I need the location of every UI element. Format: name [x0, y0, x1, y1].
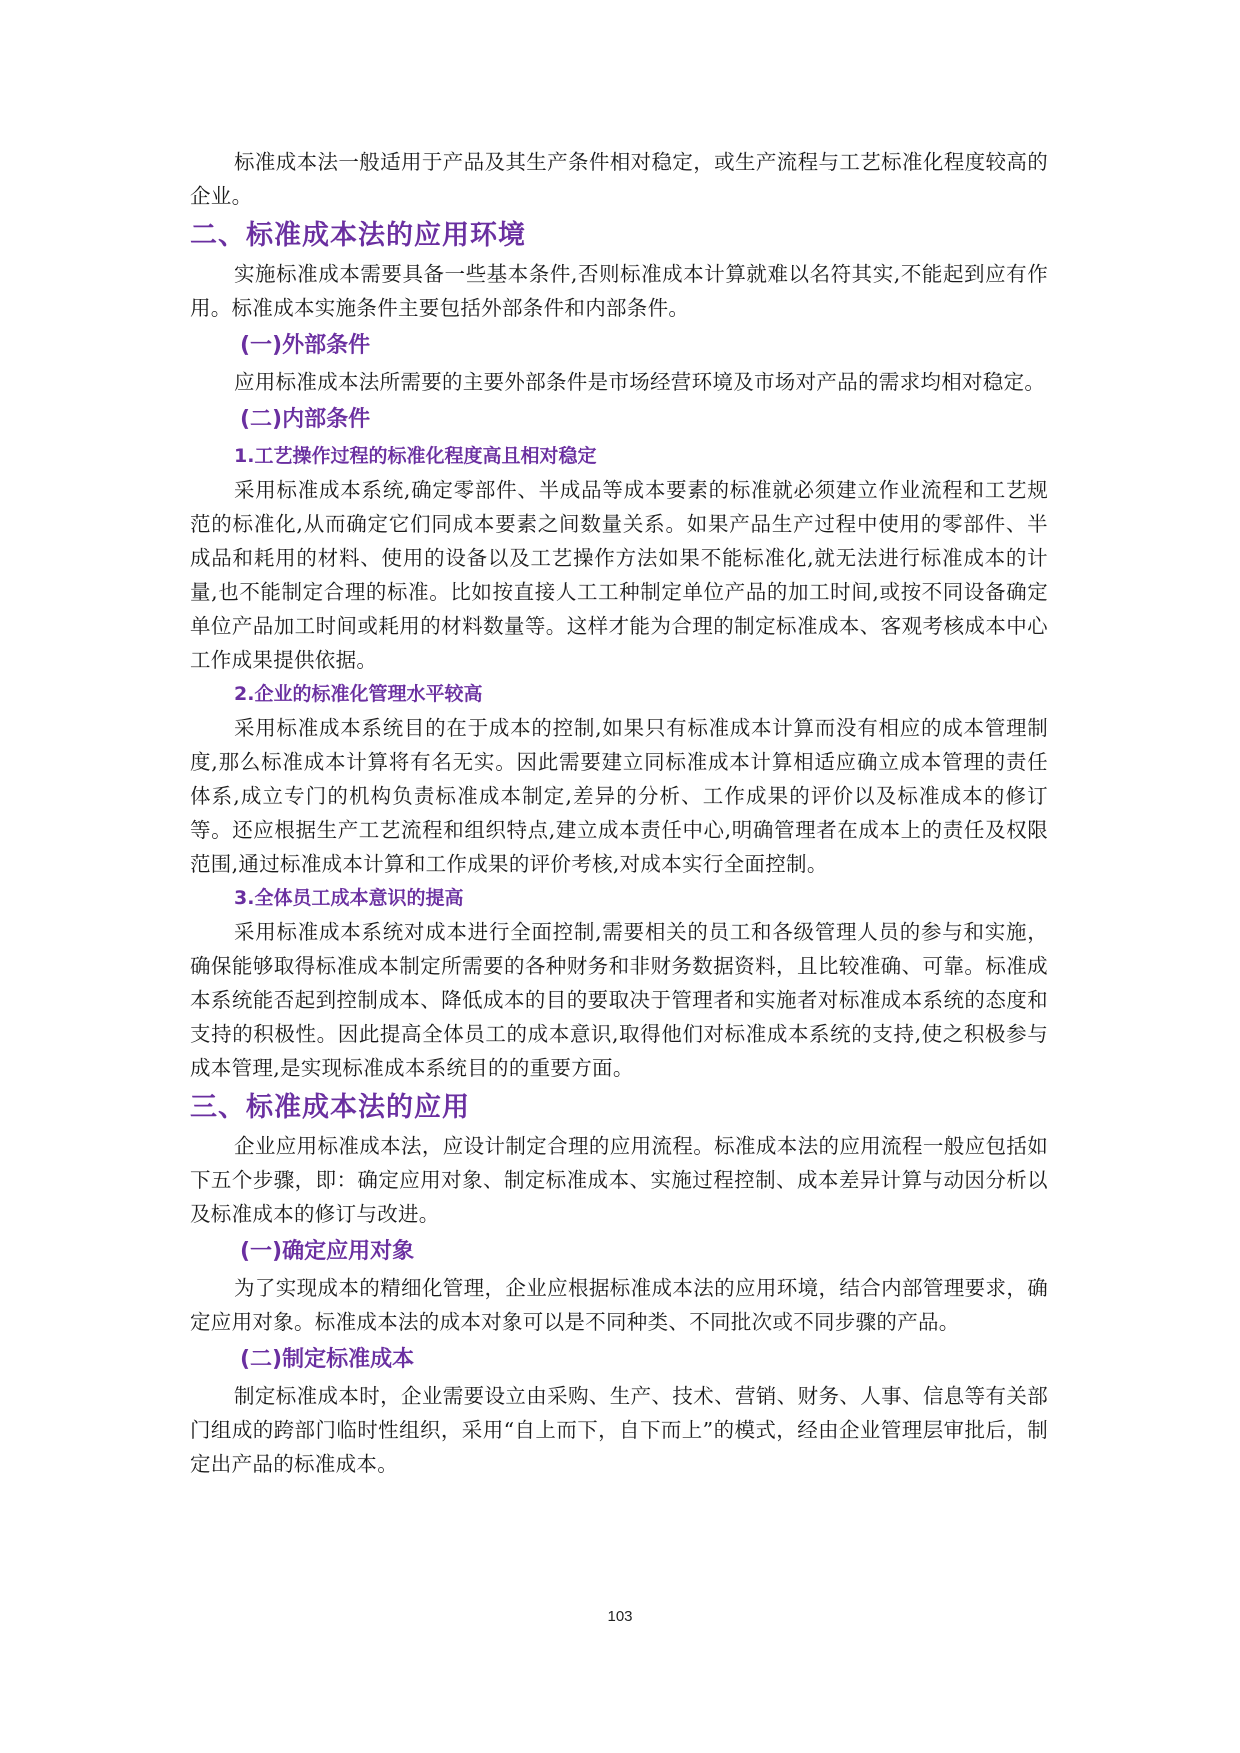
paragraph: 采用标准成本系统目的在于成本的控制,如果只有标准成本计算而没有相应的成本管理制度,那么标准成本计算将有名无实。因此需要建立同标准成本计算相适应确立成本管理的责任体系,成立专门的机构负责标准成本制定,差异的分析、工作成果的评价以及标准成本的修订等。还应根据生产工艺流程和组织特点,建立成本责任中心,明确管理者在成本上的责任及权限范围,通过标准成本计算和工作成果的评价考核,对成本实行全面控制。 [190, 716, 1048, 876]
paragraph: 企业应用标准成本法，应设计制定合理的应用流程。标准成本法的应用流程一般应包括如下五个步骤，即：确定应用对象、制定标准成本、实施过程控制、成本差异计算与动因分析以及标准成本的修订与改进。 [190, 1134, 1048, 1226]
item-heading-process-standardization: 1.工艺操作过程的标准化程度高且相对稳定 [234, 445, 597, 467]
section-heading-application-environment: 二、标准成本法的应用环境 [190, 220, 526, 251]
subsection-heading-determine-object: (一)确定应用对象 [240, 1239, 415, 1264]
subsection-heading-set-standard-cost: (二)制定标准成本 [240, 1347, 415, 1372]
paragraph: 为了实现成本的精细化管理，企业应根据标准成本法的应用环境，结合内部管理要求，确定应用对象。标准成本法的成本对象可以是不同种类、不同批次或不同步骤的产品。 [190, 1276, 1048, 1334]
paragraph: 实施标准成本需要具备一些基本条件,否则标准成本计算就难以名符其实,不能起到应有作用。标准成本实施条件主要包括外部条件和内部条件。 [190, 262, 1048, 320]
section-heading-application: 三、标准成本法的应用 [190, 1092, 470, 1123]
item-heading-management-level: 2.企业的标准化管理水平较高 [234, 683, 483, 705]
paragraph: 应用标准成本法所需要的主要外部条件是市场经营环境及市场对产品的需求均相对稳定。 [234, 370, 1046, 394]
item-heading-cost-awareness: 3.全体员工成本意识的提高 [234, 887, 464, 909]
paragraph: 制定标准成本时，企业需要设立由采购、生产、技术、营销、财务、人事、信息等有关部门组成的跨部门临时性组织，采用“自上而下，自下而上”的模式，经由企业管理层审批后，制定出产品的标准成本。 [190, 1384, 1048, 1476]
paragraph: 采用标准成本系统对成本进行全面控制,需要相关的员工和各级管理人员的参与和实施，确保能够取得标准成本制定所需要的各种财务和非财务数据资料，且比较准确、可靠。标准成本系统能否起到控制成本、降低成本的目的要取决于管理者和实施者对标准成本系统的态度和支持的积极性。因此提高全体员工的成本意识,取得他们对标准成本系统的支持,使之积极参与成本管理,是实现标准成本系统目的的重要方面。 [190, 920, 1048, 1080]
subsection-heading-external-conditions: (一)外部条件 [240, 333, 371, 358]
paragraph: 采用标准成本系统,确定零部件、半成品等成本要素的标准就必须建立作业流程和工艺规范的标准化,从而确定它们同成本要素之间数量关系。如果产品生产过程中使用的零部件、半成品和耗用的材料、使用的设备以及工艺操作方法如果不能标准化,就无法进行标准成本的计量,也不能制定合理的标准。比如按直接人工工种制定单位产品的加工时间,或按不同设备确定单位产品加工时间或耗用的材料数量等。这样才能为合理的制定标准成本、客观考核成本中心工作成果提供依据。 [190, 478, 1048, 672]
subsection-heading-internal-conditions: (二)内部条件 [240, 407, 371, 432]
intro-paragraph: 标准成本法一般适用于产品及其生产条件相对稳定，或生产流程与工艺标准化程度较高的企业。 [190, 150, 1048, 208]
page-number: 103 [607, 1608, 633, 1625]
document-body [190, 145, 1048, 1481]
